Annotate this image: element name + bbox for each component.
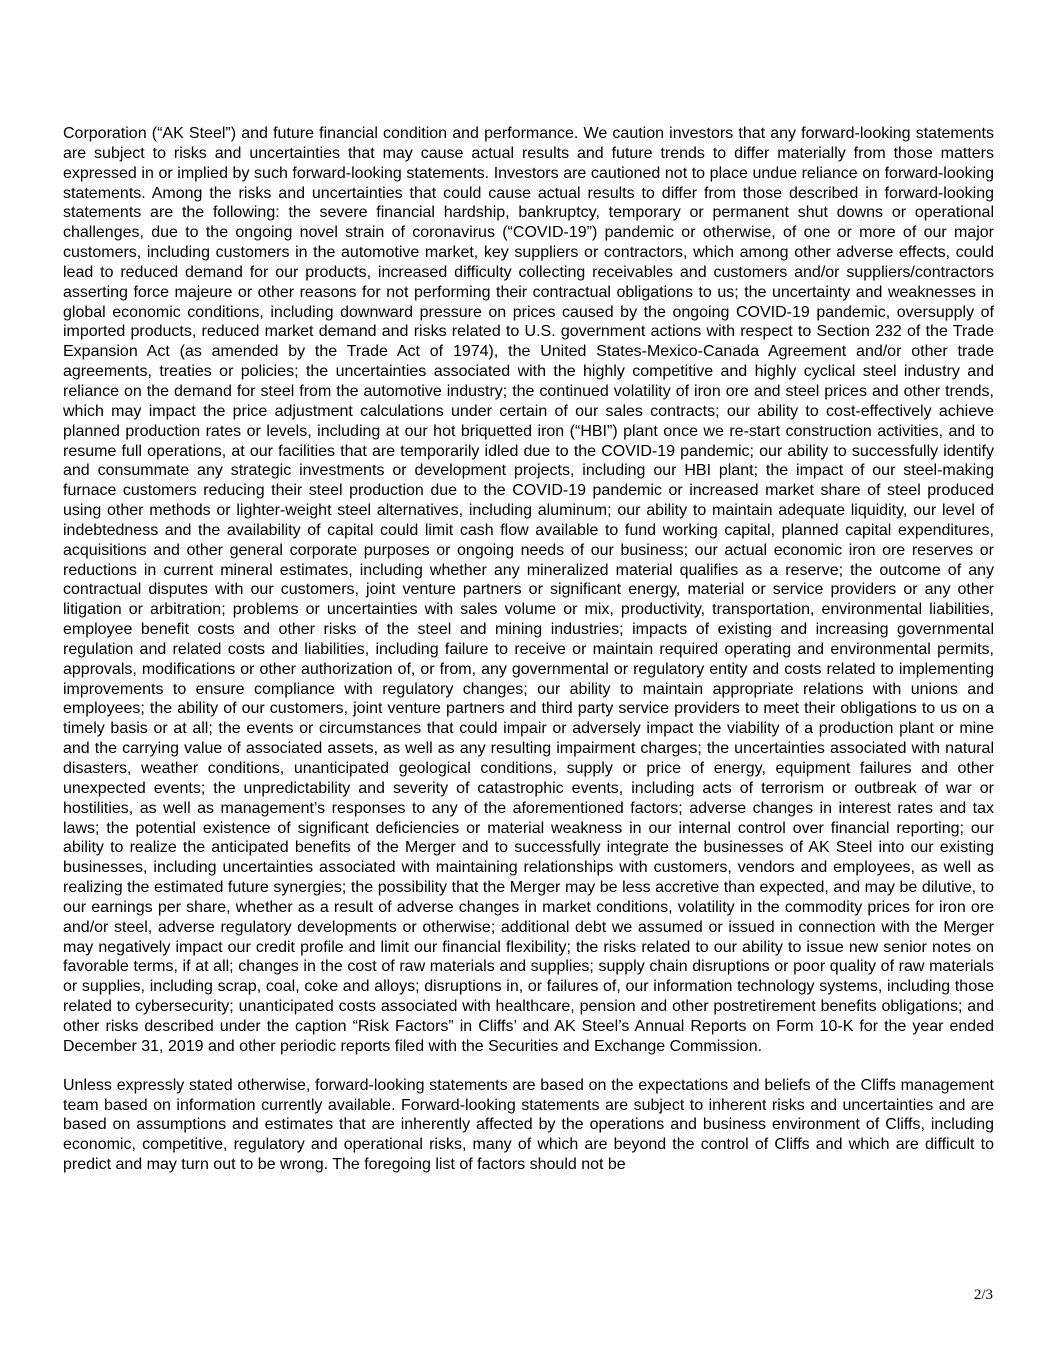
paragraph-risk-factors: Corporation (“AK Steel”) and future financial condition and performance. We caution investors that any forward-looking statements are subject to risks and uncertainties that may cause actual results and future trends to differ materially from those matters expressed in or implied by such forward-looking statements. Investors are cautioned not to place undue reliance on forward-looking statements. Among the risks and uncertainties that could cause actual results to differ from those described in forward-looking statements are the following: the severe financial hardship, bankruptcy, temporary or permanent shut downs or operational challenges, due to the ongoing novel strain of coronavirus (“COVID-19”) pandemic or otherwise, of one or more of our major customers, including customers in the automotive market, key suppliers or contractors, which among other adverse effects, could lead to reduced demand for our products, increased difficulty collecting receivables and customers and/or suppliers/contractors asserting force majeure or other reasons for not performing their contractual obligations to us; the uncertainty and weaknesses in global economic conditions, including downward pressure on prices caused by the ongoing COVID-19 pandemic, oversupply of imported products, reduced market demand and risks related to U.S. government actions with respect to Section 232 of the Trade Expansion Act (as amended by the Trade Act of 1974), the United States-Mexico-Canada Agreement and/or other trade agreements, treaties or policies; the uncertainties associated with the highly competitive and highly cyclical steel industry and reliance on the demand for steel from the automotive industry; the continued volatility of iron ore and steel prices and other trends, which may impact the price adjustment calculations under certain of our sales contracts; our ability to cost-effectively achieve planned production rates or levels, including at our hot briquetted iron (“HBI”) plant once we re-start construction activities, and to resume full operations, at our facilities that are temporarily idled due to the COVID-19 pandemic; our ability to successfully identify and consummate any strategic investments or development projects, including our HBI plant; the impact of our steel-making furnace customers reducing their steel production due to the COVID-19 pandemic or increased market share of steel produced using other methods or lighter-weight steel alternatives, including aluminum; our ability to maintain adequate liquidity, our level of indebtedness and the availability of capital could limit cash flow available to fund working capital, planned capital expenditures, acquisitions and other general corporate purposes or ongoing needs of our business; our actual economic iron ore reserves or reductions in current mineral estimates, including whether any mineralized material qualifies as a reserve; the outcome of any contractual disputes with our customers, joint venture partners or significant energy, material or service providers or any other litigation or arbitration; problems or uncertainties with sales volume or mix, productivity, transportation, environmental liabilities, employee benefit costs and other risks of the steel and mining industries; impacts of existing and increasing governmental regulation and related costs and liabilities, including failure to receive or maintain required operating and environmental permits, approvals, modifications or other authorization of, or from, any governmental or regulatory entity and costs related to implementing improvements to ensure compliance with regulatory changes; our ability to maintain appropriate relations with unions and employees; the ability of our customers, joint venture partners and third party service providers to meet their obligations to us on a timely basis or at all; the events or circumstances that could impair or adversely impact the viability of a production plant or mine and the carrying value of associated assets, as well as any resulting impairment charges; the uncertainties associated with natural disasters, weather conditions, unanticipated geological conditions, supply or price of energy, equipment failures and other unexpected events; the unpredictability and severity of catastrophic events, including acts of terrorism or outbreak of war or hostilities, as well as management’s responses to any of the aforementioned factors; adverse changes in interest rates and tax laws; the potential existence of significant deficiencies or material weakness in our internal control over financial reporting; our ability to realize the anticipated benefits of the Merger and to successfully integrate the businesses of AK Steel into our existing businesses, including uncertainties associated with maintaining relationships with customers, vendors and employees, as well as realizing the estimated future synergies; the possibility that the Merger may be less accretive than expected, and may be dilutive, to our earnings per share, whether as a result of adverse changes in market conditions, volatility in the commodity prices for iron ore and/or steel, adverse regulatory developments or otherwise; additional debt we assumed or issued in connection with the Merger may negatively impact our credit profile and limit our financial flexibility; the risks related to our ability to issue new senior notes on favorable terms, if at all; changes in the cost of raw materials and supplies; supply chain disruptions or poor quality of raw materials or supplies, including scrap, coal, coke and alloys; disruptions in, or failures of, our information technology systems, including those related to cybersecurity; unanticipated costs associated with healthcare, pension and other postretirement benefits obligations; and other risks described under the caption “Risk Factors” in Cliffs’ and AK Steel’s Annual Reports on Form 10-K for the year ended December 31, 2019 and other periodic reports filed with the Securities and Exchange Commission.	[63, 125, 994, 1055]
document-body	[63, 124, 994, 1175]
page-number: 2/3	[973, 1287, 993, 1303]
paragraph-expectations: Unless expressly stated otherwise, forward-looking statements are based on the expectations and beliefs of the Cliffs management team based on information currently available. Forward-looking statements are subject to inherent risks and uncertainties and are based on assumptions and estimates that are inherently affected by the operations and business environment of Cliffs, including economic, competitive, regulatory and operational risks, many of which are beyond the control of Cliffs and which are difficult to predict and may turn out to be wrong. The foregoing list of factors should not be	[63, 1076, 994, 1174]
